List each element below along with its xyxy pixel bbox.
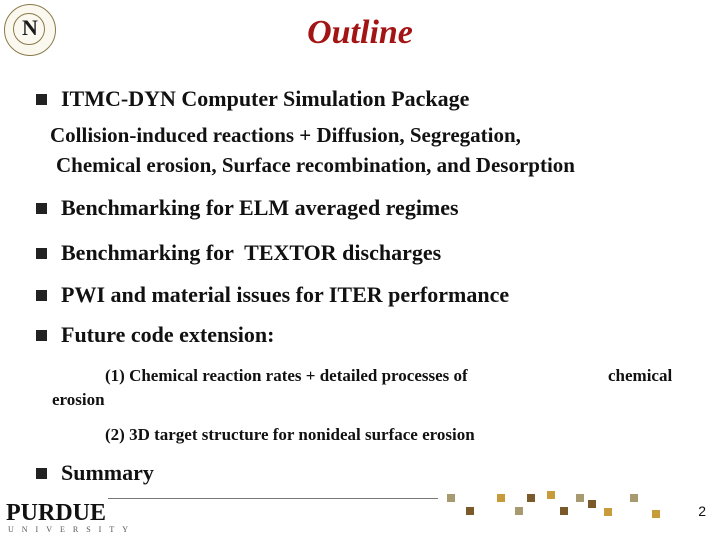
decor-dot bbox=[547, 491, 555, 499]
decor-dot bbox=[466, 507, 474, 515]
extension-item-1-wrap: erosion bbox=[52, 390, 105, 409]
square-bullet-icon bbox=[36, 290, 47, 301]
sub-line: Chemical erosion, Surface recombination, and Desorption bbox=[56, 153, 575, 177]
slide-title: Outline bbox=[307, 14, 413, 51]
bullet-item bbox=[36, 195, 459, 221]
bullet-text: Benchmarking for TEXTOR discharges bbox=[61, 240, 442, 265]
decor-dot bbox=[560, 507, 568, 515]
bullet-item bbox=[36, 240, 441, 266]
decor-dot bbox=[527, 494, 535, 502]
decor-dot bbox=[576, 494, 584, 502]
bullet-text: Benchmarking for ELM averaged regimes bbox=[61, 195, 459, 220]
sub-line: Collision-induced reactions + Diffusion, Segregation, bbox=[50, 123, 521, 147]
decor-dot bbox=[604, 508, 612, 516]
extension-item-1-tail: chemical bbox=[608, 366, 673, 385]
bullet-text: Summary bbox=[61, 460, 154, 485]
square-bullet-icon bbox=[36, 203, 47, 214]
decor-dot bbox=[630, 494, 638, 502]
extension-item-2: (2) 3D target structure for nonideal surface erosion bbox=[105, 425, 475, 444]
decor-dot bbox=[447, 494, 455, 502]
bullet-text: PWI and material issues for ITER performance bbox=[61, 282, 510, 307]
bullet-item bbox=[36, 282, 509, 308]
decor-dot bbox=[515, 507, 523, 515]
decor-dot bbox=[588, 500, 596, 508]
page-number: 2 bbox=[698, 503, 706, 519]
bullet-item bbox=[36, 322, 274, 348]
seal-letter: N bbox=[22, 15, 38, 40]
extension-item-1: (1) Chemical reaction rates + detailed processes of bbox=[105, 366, 468, 385]
square-bullet-icon bbox=[36, 330, 47, 341]
bullet-text: Future code extension: bbox=[61, 322, 275, 347]
purdue-logo-subtext: UNIVERSITY bbox=[8, 525, 136, 534]
square-bullet-icon bbox=[36, 94, 47, 105]
square-bullet-icon bbox=[36, 248, 47, 259]
square-bullet-icon bbox=[36, 468, 47, 479]
decor-dot bbox=[497, 494, 505, 502]
decor-dot bbox=[652, 510, 660, 518]
bullet-text: ITMC-DYN Computer Simulation Package bbox=[61, 86, 470, 111]
bullet-item bbox=[36, 86, 469, 112]
bullet-item bbox=[36, 460, 154, 486]
purdue-logo: PURDUE bbox=[6, 500, 106, 526]
footer-divider bbox=[108, 498, 438, 499]
